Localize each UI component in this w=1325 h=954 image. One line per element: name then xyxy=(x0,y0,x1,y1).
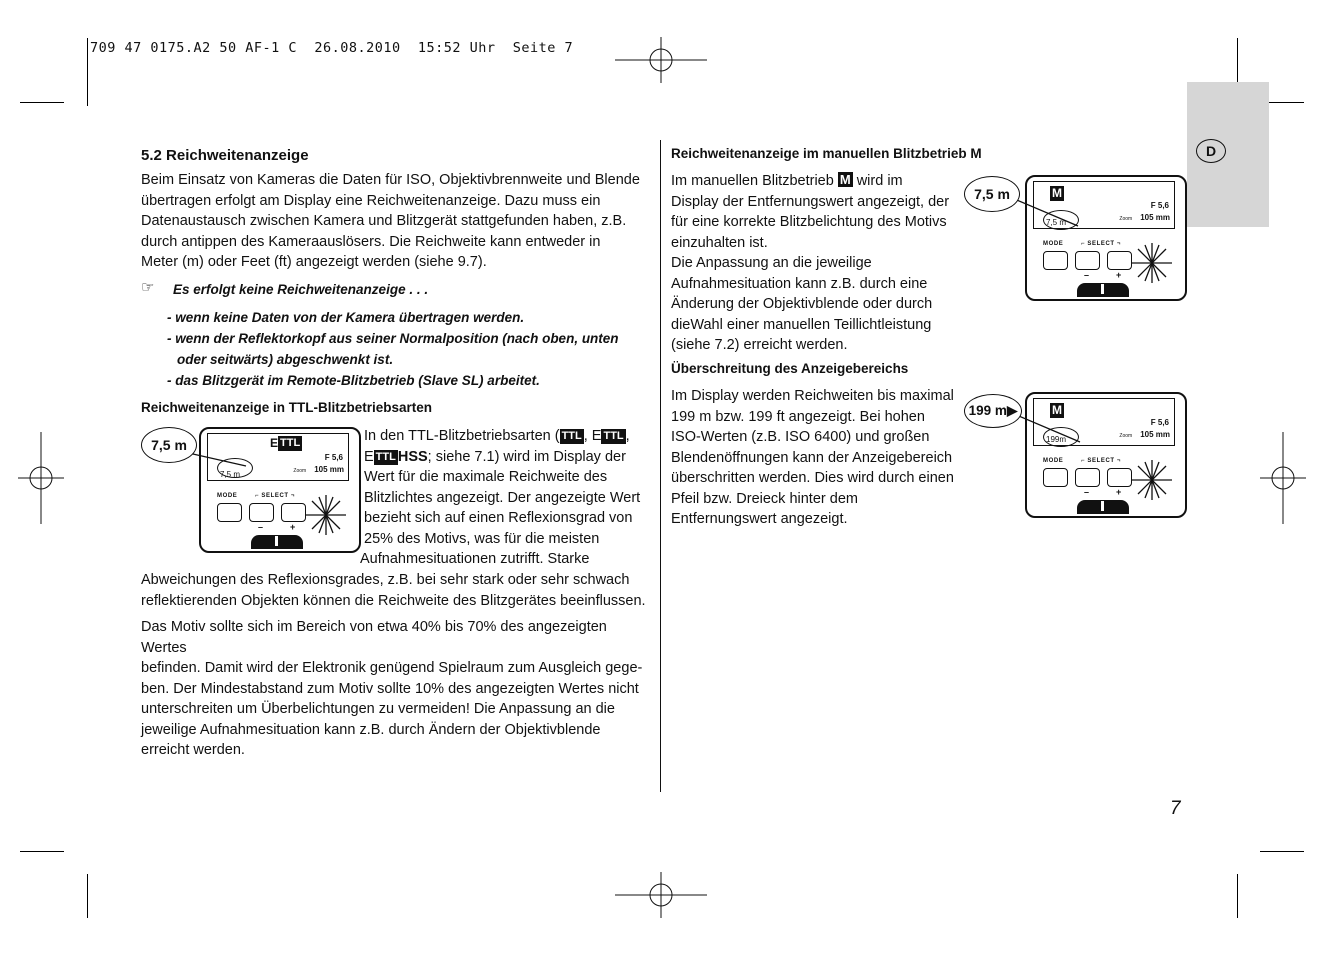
mode-indicator: E TTL xyxy=(270,436,301,450)
text-line: Pfeil bzw. Dreieck hinter dem xyxy=(671,490,858,507)
power-switch[interactable] xyxy=(1077,500,1129,514)
text-line: Die Anpassung an die jeweilige xyxy=(671,255,872,271)
distance-highlight xyxy=(217,458,253,478)
button-labels: MODE ⌐ SELECT ¬ xyxy=(1043,458,1122,464)
manual-badge: M xyxy=(839,172,851,187)
minus-button[interactable] xyxy=(1075,468,1100,487)
text-line: Das Motiv sollte sich im Bereich von etwa 40% bis 70% des angezeigten Wertes xyxy=(141,619,607,656)
registration-mark-left xyxy=(18,432,64,524)
crop-mark xyxy=(1237,874,1238,918)
text-line: Änderung der Objektivblende oder durch xyxy=(671,296,933,312)
text-line: unterschreiten um Überbelichtungen zu vermeiden! Die Anpassung an die xyxy=(141,701,615,717)
flash-display-manual xyxy=(1025,175,1187,301)
ttl-heading: Reichweitenanzeige in TTL-Blitzbetriebsarten xyxy=(141,400,433,415)
section-title: 5.2 Reichweitenanzeige xyxy=(141,147,309,164)
distance-readout: 7,5 m xyxy=(1046,218,1067,227)
power-switch[interactable] xyxy=(251,535,303,549)
ttl-paragraph xyxy=(360,426,664,570)
registration-mark-right xyxy=(1260,432,1306,524)
overrange-paragraph xyxy=(671,386,961,530)
note-item: oder seitwärts) abgeschwenkt ist. xyxy=(177,352,394,367)
manual-heading: Reichweitenanzeige im manuellen Blitzbetrieb M xyxy=(671,146,982,161)
language-tab-label: D xyxy=(1196,139,1226,163)
hand-pointer-icon: ☞ xyxy=(141,279,155,296)
text-line: Display der Entfernungswert angezeigt, der xyxy=(671,193,950,210)
button-labels: MODE ⌐ SELECT ¬ xyxy=(217,493,296,499)
text-line: Datenaustausch zwischen Kamera und Blitzgerät stattgefunden haben, z.B. xyxy=(141,213,627,229)
crop-mark xyxy=(1260,851,1304,852)
registration-mark-top xyxy=(615,37,707,83)
range-paragraph xyxy=(141,617,656,761)
crop-mark xyxy=(20,102,64,103)
aperture-value: F 5,6 xyxy=(1150,418,1169,427)
aperture-value: F 5,6 xyxy=(324,453,343,462)
plus-label: + xyxy=(290,522,296,532)
note-title: Es erfolgt keine Reichweitenanzeige . . . xyxy=(173,282,429,297)
text-line: Meter (m) oder Feet (ft) angezeigt werden (siehe 9.7). xyxy=(141,254,487,270)
flash-display-ttl xyxy=(199,427,361,553)
text-line: ISO-Werten (z.B. ISO 6400) und großen xyxy=(671,429,930,445)
page-number: 7 xyxy=(1170,798,1181,819)
distance-highlight xyxy=(1043,427,1079,447)
overrange-heading: Überschreitung des Anzeigebereichs xyxy=(671,361,909,376)
text-line: E TTL HSS; siehe 7.1) wird im Display der xyxy=(364,448,626,465)
minus-button[interactable] xyxy=(249,503,274,522)
mode-button[interactable] xyxy=(1043,468,1068,487)
note-item: - das Blitzgerät im Remote-Blitzbetrieb (Slave SL) arbeitet. xyxy=(167,373,540,388)
minus-label: – xyxy=(1084,487,1090,497)
text-line: einzuhalten ist. xyxy=(671,234,768,251)
note-item: - wenn keine Daten von der Kamera übertragen werden. xyxy=(167,310,525,325)
text-line: durch antippen des Kameraauslösers. Die Reichweite kann entweder in xyxy=(141,233,601,250)
flash-display-overrange xyxy=(1025,392,1187,518)
mode-button[interactable] xyxy=(1043,251,1068,270)
mode-indicator: M xyxy=(1052,403,1062,417)
print-slug: 709 47 0175.A2 50 AF-1 C 26.08.2010 15:52 Uhr Seite 7 xyxy=(90,40,574,56)
distance-highlight xyxy=(1043,210,1079,230)
text-line: Blitzlichtes angezeigt. Der angezeigte Wert xyxy=(364,489,641,506)
distance-readout: 199m xyxy=(1046,435,1067,444)
text-line: Im manuellen Blitzbetrieb M wird im xyxy=(671,172,903,189)
flash-ready-icon xyxy=(1127,239,1177,287)
intro-paragraph xyxy=(141,170,656,273)
minus-label: – xyxy=(258,522,264,532)
text-line: Wert für die maximale Reichweite des xyxy=(364,469,608,485)
button-labels: MODE ⌐ SELECT ¬ xyxy=(1043,241,1122,247)
text-line: Aufnahmesituationen zutrifft. Starke xyxy=(360,551,590,567)
crop-mark xyxy=(87,38,88,106)
distance-callout: 7,5 m xyxy=(141,427,197,463)
text-line: übertragen erfolgt am Display eine Reichweitenanzeige. Dazu muss ein xyxy=(141,192,601,209)
crop-mark xyxy=(20,851,64,852)
zoom-value: Zoom 105 mm xyxy=(1119,213,1170,222)
minus-label: – xyxy=(1084,270,1090,280)
text-line: 25% des Motivs, was für die meisten xyxy=(364,530,600,547)
plus-label: + xyxy=(1116,270,1122,280)
text-line: Beim Einsatz von Kameras die Daten für ISO, Objektivbrennweite und Blende xyxy=(141,172,640,188)
registration-mark-bottom xyxy=(615,872,707,918)
flash-ready-icon xyxy=(301,491,351,539)
text-line: bezieht sich auf einen Reflexionsgrad von xyxy=(364,510,633,526)
text-line: In den TTL-Blitzbetriebsarten ( TTL , E TTL , xyxy=(364,428,630,444)
text-line: dieWahl einer manuellen Teillichtleistung xyxy=(671,316,932,333)
ttl-badge: TTL xyxy=(561,430,582,442)
text-line: 199 m bzw. 199 ft angezeigt. Bei hohen xyxy=(671,408,925,425)
minus-button[interactable] xyxy=(1075,251,1100,270)
ttl-paragraph-continued xyxy=(141,570,656,611)
note-item: - wenn der Reflektorkopf aus seiner Normalposition (nach oben, unten xyxy=(167,331,619,346)
zoom-value: Zoom 105 mm xyxy=(1119,430,1170,439)
plus-label: + xyxy=(1116,487,1122,497)
distance-callout: 7,5 m xyxy=(964,176,1020,212)
crop-mark xyxy=(87,874,88,918)
text-line: (siehe 7.2) erreicht werden. xyxy=(671,337,848,353)
manual-paragraph xyxy=(671,171,961,356)
ttl-badge: TTL xyxy=(603,430,624,442)
text-line: ben. Der Mindestabstand zum Motiv sollte 10% des angezeigten Wertes nicht xyxy=(141,680,639,697)
mode-button[interactable] xyxy=(217,503,242,522)
flash-ready-icon xyxy=(1127,456,1177,504)
arrow-right-icon: ▶ xyxy=(1006,403,1018,418)
aperture-value: F 5,6 xyxy=(1150,201,1169,210)
text-line: reflektierenden Objekten können die Reichweite des Blitzgerätes beeinflussen. xyxy=(141,592,646,609)
power-switch[interactable] xyxy=(1077,283,1129,297)
zoom-value: Zoom 105 mm xyxy=(293,465,344,474)
distance-readout: 7,5 m xyxy=(220,470,241,479)
text-line: jeweilige Aufnahmesituation kann z.B. durch Ändern der Objektivblende xyxy=(141,721,601,738)
text-line: Blendenöffnungen kann der Anzeigebereich xyxy=(671,449,953,466)
text-line: Aufnahmesituation kann z.B. durch eine xyxy=(671,275,928,292)
overrange-callout: 199 m▶ xyxy=(964,394,1022,428)
text-line: für eine korrekte Blitzbelichtung des Motivs xyxy=(671,214,947,230)
text-line: Im Display werden Reichweiten bis maximal xyxy=(671,388,954,404)
ttl-badge: TTL xyxy=(375,450,396,463)
text-line: überschritten werden. Dies wird durch einen xyxy=(671,470,954,486)
text-line: befinden. Damit wird der Elektronik genügend Spielraum zum Ausgleich gege- xyxy=(141,660,643,676)
text-line: Entfernungswert angezeigt. xyxy=(671,511,848,527)
text-line: Abweichungen des Reflexionsgrades, z.B. bei sehr stark oder sehr schwach xyxy=(141,572,630,588)
text-line: erreicht werden. xyxy=(141,742,245,758)
mode-indicator: M xyxy=(1052,186,1062,200)
note-list xyxy=(167,307,657,391)
